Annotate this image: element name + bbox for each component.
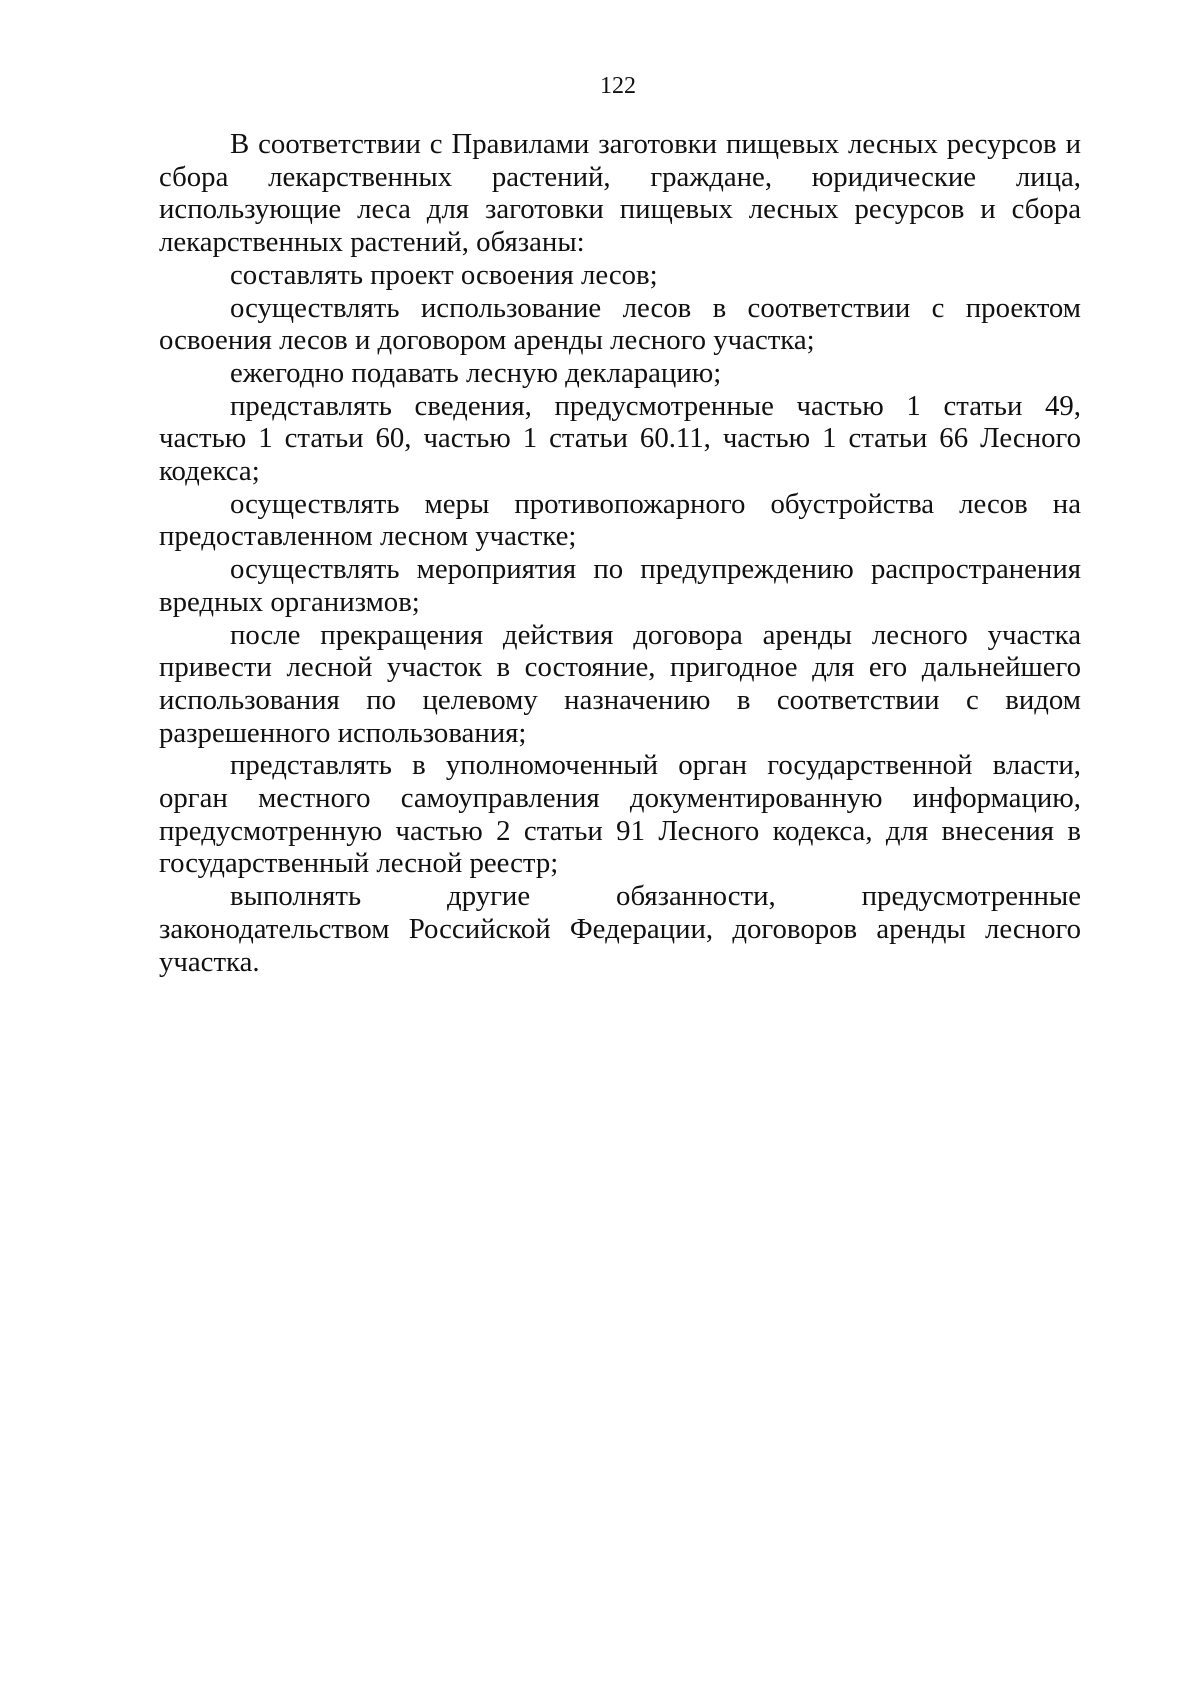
paragraph-obligation: представлять сведения, предусмотренные частью 1 статьи 49, частью 1 статьи 60, частью 1 статьи 60.11, частью 1 статьи 66 Лесного кодекса;	[159, 389, 1081, 488]
paragraph-obligation: ежегодно подавать лесную декларацию;	[230, 356, 722, 389]
paragraph-obligation: осуществлять использование лесов в соответствии с проектом освоения лесов и договором аренды лесного участка;	[159, 291, 1081, 357]
paragraph-obligation: после прекращения действия договора аренды лесного участка привести лесной участок в состояние, пригодное для его дальнейшего использования по целевому назначению в соответствии с видом разрешенного использования;	[159, 618, 1081, 749]
paragraph-obligation: представлять в уполномоченный орган государственной власти, орган местного самоуправления документированную информацию, предусмотренную частью 2 статьи 91 Лесного кодекса, для внесения в государственный лесной реестр;	[159, 749, 1081, 880]
page-number: 122	[600, 73, 636, 99]
paragraph-obligation: осуществлять меры противопожарного обустройства лесов на предоставленном лесном участке;	[159, 487, 1081, 553]
paragraph-intro: В соответствии с Правилами заготовки пищевых лесных ресурсов и сбора лекарственных растений, граждане, юридические лица, использующие леса для заготовки пищевых лесных ресурсов и сбора лекарственных растений, обязаны:	[159, 128, 1081, 259]
paragraph-obligation: осуществлять мероприятия по предупреждению распространения вредных организмов;	[159, 553, 1081, 618]
document-body	[159, 128, 1081, 978]
paragraph-obligation: выполнять другие обязанности, предусмотренные законодательством Российской Федерации, договоров аренды лесного участка.	[159, 880, 1081, 978]
paragraph-obligation: составлять проект освоения лесов;	[230, 258, 658, 291]
